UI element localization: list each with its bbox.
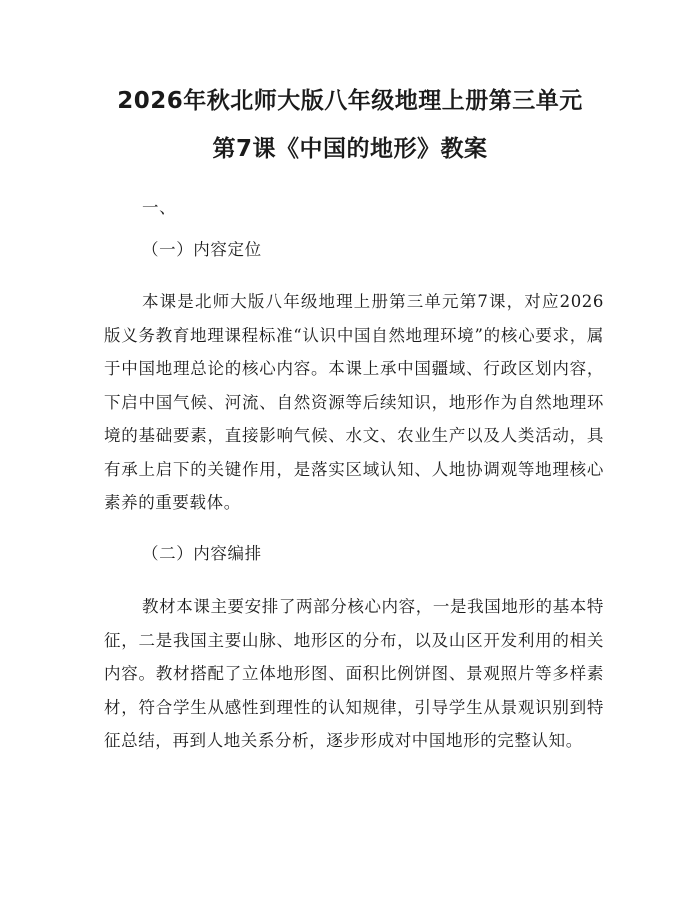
document-title-line-2: 第7课《中国的地形》教案 (212, 136, 488, 162)
subsection-heading-content-arrangement: （二）内容编排 (142, 544, 262, 563)
subsection-heading-content-positioning: （一）内容定位 (142, 240, 262, 259)
paragraph-content-arrangement: 教材本课主要安排了两部分核心内容，一是我国地形的基本特征，二是我国主要山脉、地形区的分布，以及山区开发利用的相关内容。教材搭配了立体地形图、面积比例饼图、景观照片等多样素材，符合学生从感性到理性的认知规律，引导学生从景观识别到特征总结，再到人地关系分析，逐步形成对中国地形的完整认知。 (104, 597, 604, 750)
section-heading-one: 一、 (142, 198, 177, 217)
document-title-line-1: 2026年秋北师大版八年级地理上册第三单元 (117, 88, 583, 114)
paragraph-content-positioning: 本课是北师大版八年级地理上册第三单元第7课，对应2026版义务教育地理课程标准“认识中国自然地理环境”的核心要求，属于中国地理总论的核心内容。本课上承中国疆域、行政区划内容，下启中国气候、河流、自然资源等后续知识，地形作为自然地理环境的基础要素，直接影响气候、水文、农业生产以及人类活动，具有承上启下的关键作用，是落实区域认知、人地协调观等地理核心素养的重要载体。 (104, 292, 604, 512)
